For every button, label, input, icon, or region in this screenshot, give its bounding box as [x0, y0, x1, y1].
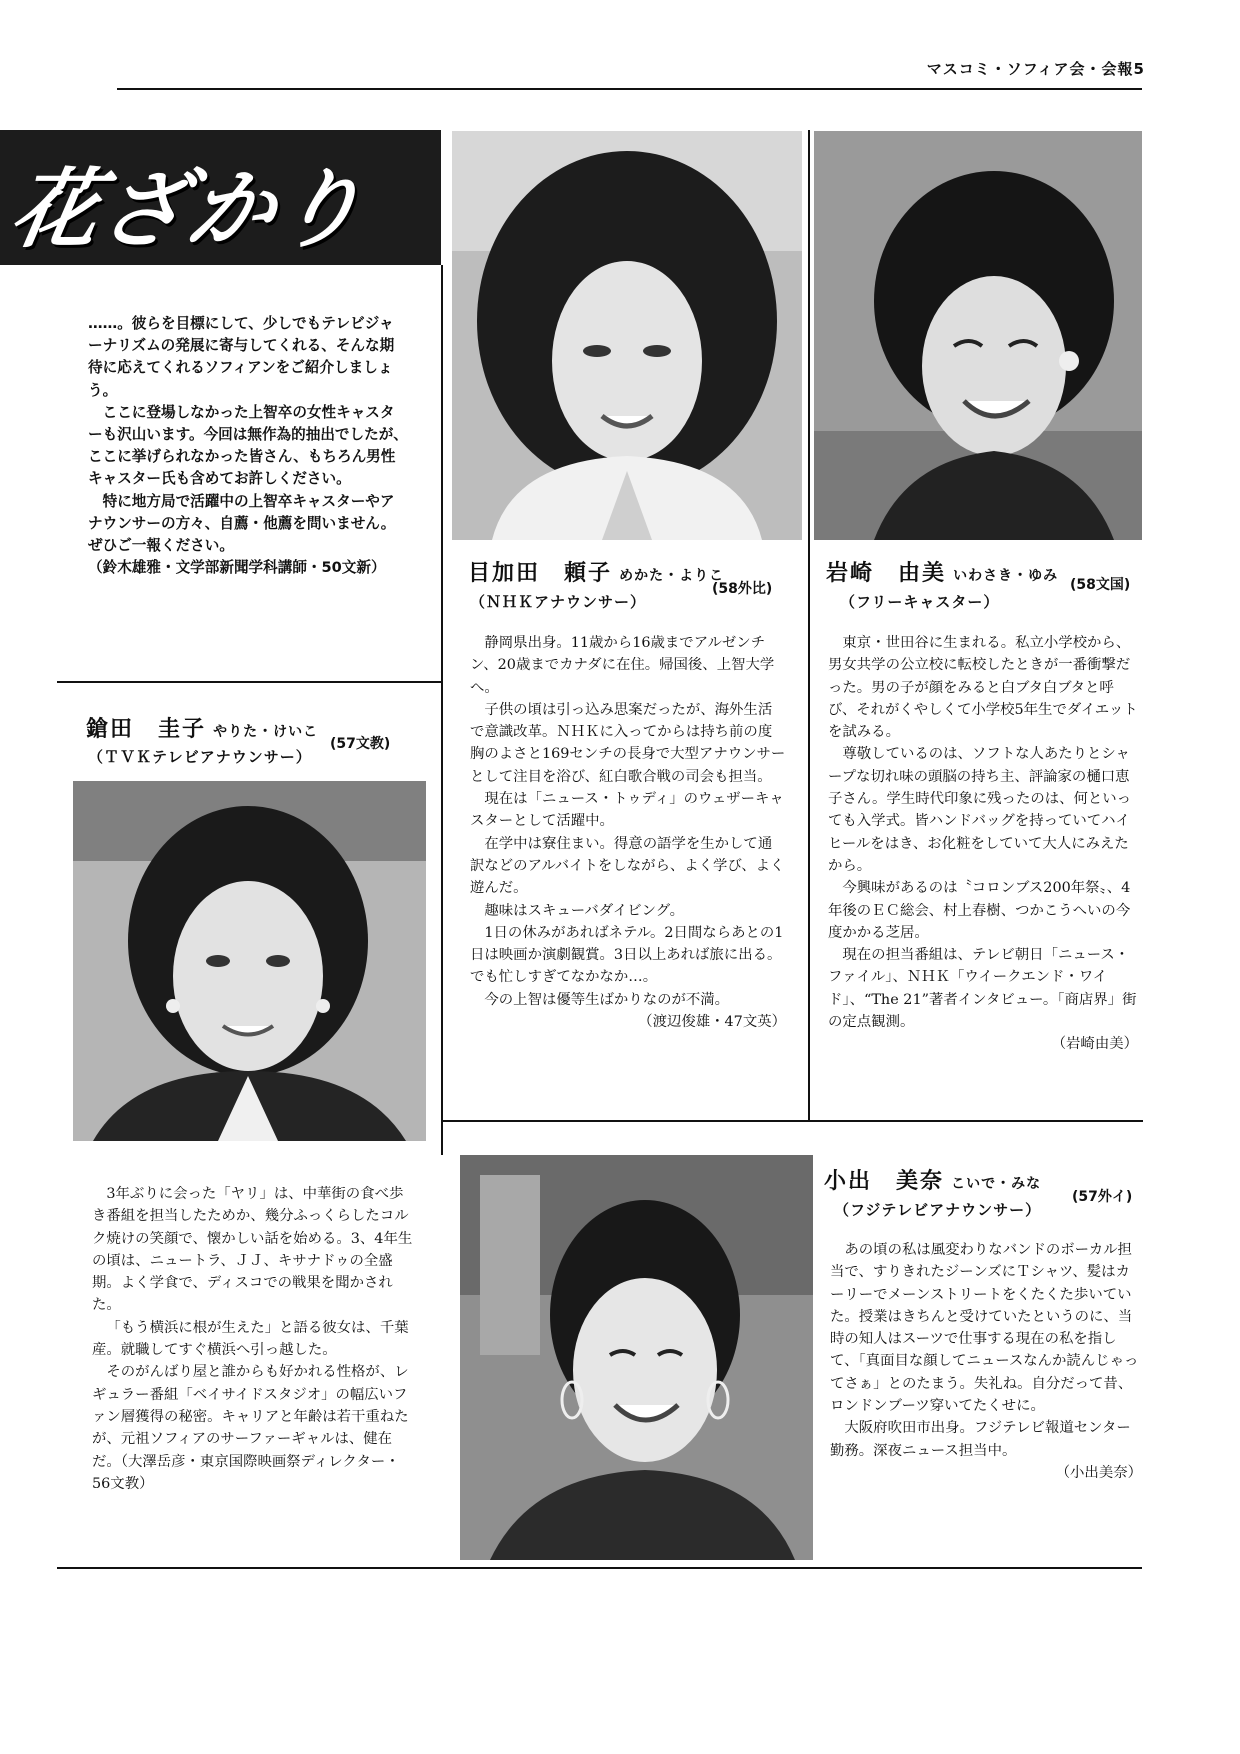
person-name: 小出 美奈 [824, 1169, 945, 1194]
profile-author: （小出美奈） [1055, 1464, 1142, 1481]
profile-heading-koide [824, 1164, 1041, 1195]
person-name: 岩崎 由美 [826, 561, 947, 586]
profile-paragraph: あの頃の私は風変わりなバンドのボーカル担当で、すりきれたジーンズにＴシャツ、髪はカーリーでメーンストリートをくたくた歩いていた。授業はきちんと受けていたというのに、当時の知人はスーツで仕事する現在の私を指して、「真面目な顔してニュースなんか読んじゃってさぁ」とのたまう。失礼ね。自分だって昔、ロンドンブーツ穿いてたくせに。 [830, 1242, 1139, 1415]
profile-paragraph: 東京・世田谷に生まれる。私立小学校から、男女共学の公立校に転校したときが一番衝撃だった。男の子が顔をみると白ブタ白ブタと呼び、それがくやしくて小学校5年生でダイエットを試みる。 [828, 635, 1138, 741]
profile-text-koide [830, 1239, 1142, 1484]
portrait-photo-koide [460, 1155, 813, 1560]
profile-heading-yarita [86, 712, 318, 743]
profile-paragraph: 現在の担当番組は、テレビ朝日「ニュース・ファイル」、ＮＨＫ「ウイークエンド・ワイド」、“The 21”著者インタビュー。「商店界」街の定点観測。 [828, 947, 1137, 1031]
name-reading: やりた・けいこ [213, 724, 319, 740]
profile-paragraph: 今興味があるのは〝コロンブス200年祭〟、4年後のＥＣ総会、村上春樹、つかこうへいの今度かかる芝居。 [828, 880, 1131, 941]
intro-bottom-rule [57, 681, 441, 683]
profile-paragraph: 在学中は寮住まい。得意の語学を生かして通訳などのアルバイトをしながら、よく学び、よく遊んだ。 [470, 835, 785, 897]
profile-paragraph: 趣味はスキューバダイビング。 [484, 902, 684, 919]
profile-paragraph: 大阪府吹田市出身。フジテレビ報道センター勤務。深夜ニュース担当中。 [830, 1420, 1131, 1459]
job-title: （ＮＨＫアナウンサー） [470, 593, 647, 611]
intro-credit: （鈴木雄雅・文学部新聞学科講師・50文新） [88, 559, 386, 577]
person-name: 鎗田 圭子 [86, 717, 207, 742]
intro-paragraph: 特に地方局で活躍中の上智卒キャスターやアナウンサーの方々、自薦・他薦を問いません。ぜひご一報ください。 [88, 492, 396, 555]
portrait-photo-yarita [73, 781, 426, 1141]
feature-title: 花ざかり [3, 160, 374, 260]
job-title: （ＴＶＫテレビアナウンサー） [88, 748, 312, 766]
person-name: 目加田 頼子 [468, 561, 613, 586]
profile-paragraph: 「もう横浜に根が生えた」と語る彼女は、千葉産。就職してすぐ横浜へ引っ越した。 [92, 1319, 409, 1359]
profile-paragraph: 尊敬しているのは、ソフトな人あたりとシャープな切れ味の頭脳の持ち主、評論家の樋口恵子さん。学生時代印象に残ったのは、何といっても入学式。皆ハンドバッグを持っていてハイヒールをはき、お化粧をしていて大人にみえたから。 [828, 746, 1132, 874]
profile-paragraph: 子供の頃は引っ込み思案だったが、海外生活で意識改革。ＮＨＫに入ってからは持ち前の度胸のよさと169センチの長身で大型アナウンサーとして注目を浴び、紅白歌合戦の司会も担当。 [470, 701, 786, 785]
feature-intro [88, 313, 408, 579]
profile-text-iwasaki [828, 632, 1138, 1056]
page-header: マスコミ・ソフィア会・会報5 [926, 60, 1145, 78]
profile-text-megata [470, 632, 786, 1033]
column-divider-right [808, 130, 810, 1120]
profile-author: （岩崎由美） [1051, 1036, 1138, 1053]
profile-heading-iwasaki [826, 556, 1058, 587]
profile-paragraph: 今の上智は優等生ばかりなのが不満。 [484, 991, 730, 1008]
job-title: （フリーキャスター） [840, 593, 1000, 611]
portrait-photo-megata [452, 131, 802, 540]
name-reading: めかた・よりこ [619, 568, 725, 584]
middle-horizontal-rule [443, 1120, 1143, 1122]
name-reading: こいで・みな [951, 1176, 1042, 1192]
portrait-photo-iwasaki [814, 131, 1142, 540]
profile-paragraph: 静岡県出身。11歳から16歳までアルゼンチン、20歳までカナダに在住。帰国後、上智大学へ。 [470, 635, 775, 696]
profile-text-yarita [92, 1183, 414, 1495]
profile-paragraph: 1日の休みがあればネテル。2日間ならあとの1日は映画か演劇観賞。3日以上あれば旅に出る。でも忙しすぎてなかなか…。 [470, 924, 784, 986]
graduation-class: (57文教) [330, 736, 391, 752]
column-divider-left [441, 265, 443, 1155]
intro-paragraph: ここに登場しなかった上智卒の女性キャスターも沢山います。今回は無作為的抽出でしたが、ここに挙げられなかった皆さん、もちろん男性キャスター氏も含めてお許しください。 [88, 403, 408, 488]
name-reading: いわさき・ゆみ [953, 568, 1059, 584]
graduation-class: (58外比) [712, 581, 773, 597]
profile-paragraph: 現在は「ニュース・トゥディ」のウェザーキャスターとして活躍中。 [470, 791, 784, 830]
profile-paragraph: 3年ぶりに会った「ヤリ」は、中華街の食べ歩き番組を担当したためか、幾分ふっくらしたコルク焼けの笑顔で、懐かしい話を始める。3、4年生の頃は、ニュートラ、ＪＪ、キサナドゥの全盛期。よく学食で、ディスコでの戦果を聞かされた。 [92, 1186, 413, 1314]
job-title: （フジテレビアナウンサー） [834, 1201, 1042, 1219]
header-rule [117, 88, 1142, 90]
graduation-class: (58文国) [1070, 577, 1131, 593]
profile-author: （渡辺俊雄・47文英） [638, 1014, 786, 1031]
footer-rule [57, 1567, 1142, 1569]
graduation-class: (57外イ) [1072, 1189, 1133, 1205]
profile-heading-megata [468, 556, 724, 587]
intro-paragraph: ……。彼らを目標にして、少しでもテレビジャーナリズムの発展に寄与してくれる、そんな期待に応えてくれるソフィアンをご紹介しましょう。 [88, 315, 395, 399]
profile-paragraph: そのがんばり屋と誰からも好かれる性格が、レギュラー番組「ベイサイドスタジオ」の幅広いファン層獲得の秘密。キャリアと年齢は若干重ねたが、元祖ソフィアのサーファーギャルは、健在だ。（大澤岳彦・東京国際映画祭ディレクター・56文教） [92, 1364, 409, 1492]
